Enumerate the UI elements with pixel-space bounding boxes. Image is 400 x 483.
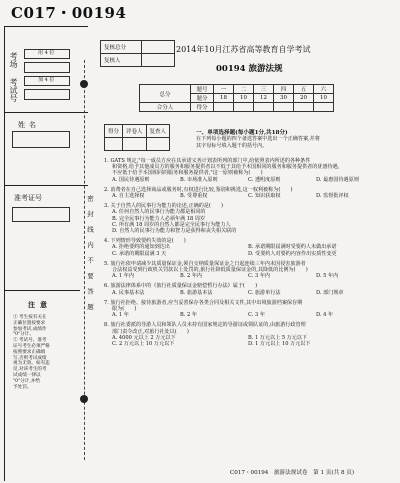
score-header-cell: 四: [274, 85, 294, 94]
score-got-cell[interactable]: [294, 103, 314, 112]
option-d[interactable]: D. 5 年内: [316, 273, 339, 280]
question-text: 5. 旅行社依申请减少其质量保证金,须自交纳质量保证金之日起连续三年内未因侵害旅游者: [104, 260, 306, 267]
seat-hint-bottom: 加 4 位: [38, 77, 55, 83]
score-points-cell: 10: [314, 94, 334, 103]
option-d[interactable]: D. 部门规章: [316, 289, 344, 296]
option-c[interactable]: C. 透明度原则: [248, 176, 281, 183]
score-points-cell: 30: [274, 94, 294, 103]
margin-top-rule: [4, 26, 88, 27]
section-heading: 一、单项选择题(每小题1分,共18分): [196, 130, 288, 136]
option-a[interactable]: A. 自主选择权: [112, 193, 145, 200]
option-a[interactable]: A. 1 年: [112, 312, 129, 319]
score-total-label: 总分: [140, 85, 191, 103]
notes-line: 写,否则考试成绩: [13, 355, 47, 361]
checker-label: 复查人: [146, 125, 170, 138]
question-text: 和资格,给予其他成员方的服务和服务提供者以不低于其给予本国相同的服务和服务提供者的优惠待遇,: [112, 164, 340, 171]
seat-hint-top: 用 4 位: [38, 50, 55, 56]
option-c[interactable]: C. 3 年: [248, 312, 265, 319]
option-d[interactable]: D. 受要约人对要约内容作出实质性变更: [248, 250, 337, 257]
section-instruction-2: 其字母标号填入题干的括号内。: [196, 143, 268, 149]
option-b[interactable]: B. 承诺期限届满时受要约人未做出承诺: [248, 244, 337, 251]
score-header-cell: 五: [294, 85, 314, 94]
notes-line: 试成绩一律以: [13, 372, 41, 378]
score-header-cell: 题号: [191, 85, 214, 94]
question-4: [104, 238, 394, 257]
option-b[interactable]: B. 受尊重权: [180, 193, 208, 200]
exam-site-label: 考场: [9, 52, 18, 68]
option-b[interactable]: B. 2 年: [180, 312, 197, 319]
notes-line: 正确位置按要求: [13, 320, 46, 326]
notes-line: 予处罚。: [13, 384, 32, 390]
id-top-rule: [4, 185, 88, 186]
option-d[interactable]: D. 最惠国待遇原则: [316, 176, 359, 183]
paper-code: C017・00194: [11, 4, 127, 22]
binding-hole-1: [80, 80, 88, 88]
score-got-cell[interactable]: [214, 103, 234, 112]
score-points-cell: 12: [254, 94, 274, 103]
question-text: 不应低于给予本国相同的服务和服务提供者,"这一原则被称为( ): [112, 170, 263, 177]
score-got-cell[interactable]: [274, 103, 294, 112]
reviewer-cell[interactable]: [142, 54, 175, 67]
binding-hole-2: [80, 395, 88, 403]
notes-line: ① 考生按有关在: [13, 315, 47, 320]
margin-left-rule: [4, 26, 5, 481]
option-a[interactable]: A. 拒绝要约的通知到达出: [112, 244, 170, 251]
score-got-cell[interactable]: [314, 103, 334, 112]
notes-title: 注意: [28, 300, 52, 309]
question-8: [104, 322, 394, 347]
option-c[interactable]: C. 知识获取权: [248, 193, 281, 200]
seat-label: 考试号: [9, 78, 18, 102]
name-field[interactable]: [12, 131, 70, 148]
score-points-cell: 20: [294, 94, 314, 103]
option-b[interactable]: B. 2 年内: [180, 273, 203, 280]
score-points-cell: 10: [234, 94, 254, 103]
course-title: 00194 旅游法规: [216, 64, 283, 74]
notes-line: 按照要求正确填: [13, 349, 46, 355]
reviewer-total-label: 复核总分: [101, 41, 142, 54]
option-b[interactable]: B. 旅游基本法: [180, 289, 213, 296]
question-text: 合法权益受到行政机关罚款以上处罚的,旅行社降低质量保证金的,其降低的比例为( ): [112, 267, 308, 274]
score-header-cell: 六: [314, 85, 334, 94]
notes-line: 参加考试,成绩作: [13, 326, 47, 332]
option-c[interactable]: C. 所有满 18 周岁的自然人都是完全民事行为能力人: [112, 221, 231, 228]
question-text: 7. 旅行社拒绝、接待旅游者,应当妥善保存各类合同及相关文件,其中出境旅游档案保存期: [104, 299, 303, 306]
option-a[interactable]: A. 国民待遇原则: [112, 176, 150, 183]
question-text: 2. 消费者在自己选择商品或服务时,有权进行比较,鉴别和挑选,这一权利被称为( ): [104, 186, 293, 193]
question-6: [104, 283, 394, 295]
grader-cell[interactable]: [123, 138, 147, 151]
option-c[interactable]: C. 3 年内: [248, 273, 271, 280]
checker-cell[interactable]: [146, 138, 170, 151]
option-a[interactable]: A. 任何自然人的民事行为能力都是相同的: [112, 209, 206, 216]
question-text: 6. 旅游法律体系中的《旅行社质量保证金赔偿暂行办法》属于( ): [104, 283, 258, 290]
score-table: [139, 84, 334, 112]
score-header-cell: 一: [214, 85, 234, 94]
score-header-cell: 二: [234, 85, 254, 94]
page-footer: C017・00194 旅游法规试卷 第 1 页(共 8 页): [230, 470, 355, 476]
seat-box-4[interactable]: [24, 89, 70, 100]
grader-score-cell[interactable]: [105, 138, 123, 151]
notes-line: 视为无效。如有违: [13, 361, 50, 367]
question-list: [104, 158, 394, 347]
score-header-cell: 三: [254, 85, 274, 94]
question-text: 部门责令改正,对旅行社处以( ): [112, 328, 189, 335]
option-d[interactable]: D. 4 年: [316, 312, 334, 319]
question-7: [104, 300, 394, 319]
notes-line: "0"分计。: [13, 332, 34, 338]
option-c[interactable]: C. 承诺的期限届满 3 天: [112, 250, 167, 257]
section-instruction-1: 在下列每小题的四个备选答案中选出一个正确答案,并将: [196, 136, 320, 142]
option-d[interactable]: D. 1 万元以上 10 万元以下: [248, 341, 311, 348]
notes-top-rule: [4, 290, 80, 291]
question-1: [104, 158, 394, 183]
score-got-cell[interactable]: [234, 103, 254, 112]
option-a[interactable]: A. 4000 元以上 2 万元以下: [112, 334, 176, 341]
exam-title: 2014年10月江苏省高等教育自学考试: [176, 45, 311, 54]
notes-line: ② 考试号、准考: [13, 338, 47, 344]
grader-table: [104, 124, 170, 151]
grader-score-label: 得分: [105, 125, 123, 138]
option-b[interactable]: B. 市场准入原则: [180, 176, 218, 183]
question-text: 8. 旅行社委派的导游人员和领队人员未持有国家规定的导游证或领队证的,由旅游行政管理: [104, 322, 306, 329]
score-signer-label: 合分人: [140, 103, 191, 112]
option-c[interactable]: C. 旅游单行法: [248, 289, 281, 296]
option-c[interactable]: C. 2 万元以上 10 万元以下: [112, 341, 175, 348]
option-a[interactable]: A. 1 年内: [112, 273, 134, 280]
question-text: 3. 关于自然人的民事行为能力的论述,正确的是( ): [104, 203, 224, 210]
question-text: 限为( ): [112, 306, 137, 313]
notes-line: "0"分计,并给: [13, 378, 40, 384]
id-label: 准考证号: [14, 194, 42, 202]
reviewer-table: [100, 40, 175, 67]
grader-label: 评卷人: [123, 125, 147, 138]
option-a[interactable]: A. 民事基本法: [112, 289, 145, 296]
option-d[interactable]: D. 自然人的民事行为能力和智力是获得和丧失相关联的: [112, 228, 237, 235]
question-5: [104, 261, 394, 280]
name-label: 姓名: [18, 121, 40, 129]
reviewer-total-cell[interactable]: [142, 41, 175, 54]
question-2: [104, 187, 394, 199]
option-b[interactable]: B. 完全民事行为能力人必须年满 18 周岁: [112, 215, 206, 222]
score-got-label: 得分: [191, 103, 214, 112]
option-b[interactable]: B. 1 万元以上 5 万元以下: [248, 334, 308, 341]
question-3: [104, 203, 394, 234]
score-points-cell: 题分: [191, 94, 214, 103]
reviewer-label: 复核人: [101, 54, 142, 67]
score-got-cell[interactable]: [254, 103, 274, 112]
notes-line: 反,对该考生的考: [13, 367, 47, 373]
notes-list: [13, 315, 79, 390]
id-field[interactable]: [12, 207, 70, 222]
seat-box-middle[interactable]: [24, 62, 70, 73]
score-points-cell: 18: [214, 94, 234, 103]
seal-line-text: 密封线内不要答题: [86, 195, 94, 319]
option-d[interactable]: D. 监督批评权: [316, 193, 349, 200]
notes-line: 证号考生必须严格: [13, 343, 50, 349]
name-top-rule: [4, 112, 88, 113]
question-text: 4. 下列情形导致要约失效的是( ): [104, 238, 186, 245]
question-text: 1. GATS 规定,"每一成员方应在其承诺义务计划表所列的部门中,给依照表内所述的各种条件: [104, 158, 311, 164]
